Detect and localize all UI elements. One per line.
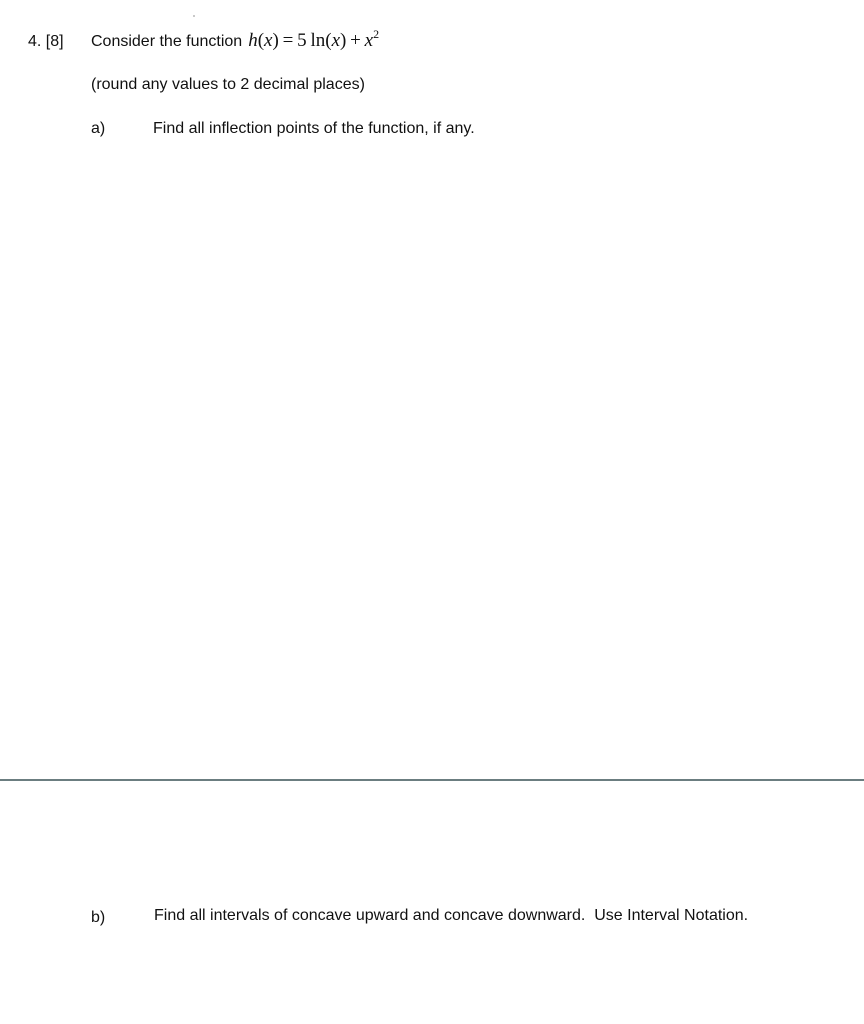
log-function: ln [310, 30, 326, 51]
equals-sign: = [282, 30, 294, 51]
part-a-text: Find all inflection points of the function, if any. [153, 120, 475, 137]
question-number: 4. [8] [28, 33, 64, 50]
function-name: h [248, 30, 258, 51]
exponent: 2 [373, 27, 380, 41]
scan-speck [193, 15, 195, 17]
question-stem [91, 27, 380, 52]
rounding-note: (round any values to 2 decimal places) [91, 76, 365, 93]
power-base: x [364, 30, 374, 51]
function-variable: x [264, 30, 273, 51]
question-stem-text: Consider the function [91, 33, 243, 50]
coefficient: 5 [297, 30, 307, 51]
plus-sign: + [350, 30, 361, 51]
part-b-text: Find all intervals of concave upward and concave downward. Use Interval Notation. [154, 907, 749, 924]
log-argument: x [331, 30, 340, 51]
section-divider [0, 779, 864, 781]
part-a-label: a) [91, 120, 106, 137]
function-formula: h(x) = 5 $\ln(x) + x^2$ [248, 27, 380, 51]
part-b-label: b) [91, 909, 106, 926]
